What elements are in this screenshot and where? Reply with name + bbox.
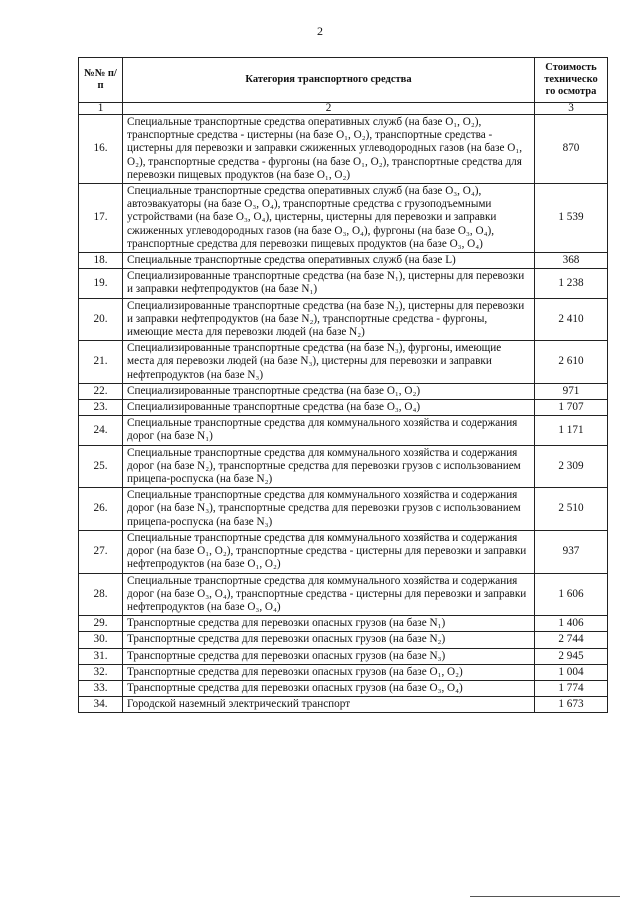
row-number: 33. (79, 680, 123, 696)
table-row (79, 184, 608, 253)
table-row (79, 530, 608, 573)
row-number: 23. (79, 400, 123, 416)
row-number: 28. (79, 573, 123, 616)
row-number: 29. (79, 616, 123, 632)
row-description: Транспортные средства для перевозки опасных грузов (на базе N₃) (123, 648, 535, 664)
row-cost: 2 410 (535, 298, 608, 341)
row-cost: 1 171 (535, 416, 608, 445)
header-category: Категория транспортного средства (123, 58, 535, 103)
row-description: Специализированные транспортные средства (на базе N₁), цистерны для перевозки и заправки нефтепродуктов (на базе N₁) (123, 269, 535, 298)
table-row (79, 648, 608, 664)
row-number: 27. (79, 530, 123, 573)
row-description: Специальные транспортные средства для коммунального хозяйства и содержания дорог (на базе N₃), транспортные средства для перевозки грузов с использованием прицепа-роспуска (на базе N₃) (123, 488, 535, 531)
row-description: Специализированные транспортные средства (на базе O₃, O₄) (123, 400, 535, 416)
row-number: 16. (79, 115, 123, 184)
row-description: Специальные транспортные средства для коммунального хозяйства и содержания дорог (на базе N₁) (123, 416, 535, 445)
row-number: 34. (79, 697, 123, 713)
row-number: 21. (79, 341, 123, 384)
row-cost: 1 406 (535, 616, 608, 632)
row-cost: 2 945 (535, 648, 608, 664)
row-description: Специализированные транспортные средства (на базе N₃), фургоны, имеющие места для перевозки людей (на базе N₃), цистерны для перевозки и заправки нефтепродуктов (на базе N₃) (123, 341, 535, 384)
header-cost: Стоимость техническо го осмотра (535, 58, 608, 103)
row-description: Специальные транспортные средства оперативных служб (на базе O₁, O₂), транспортные средства - цистерны (на базе O₁, O₂), транспортные средства - цистерны для перевозки и заправки сжиженных углеводородных газов (на базе O₁, O₂), транспортные средства - фургоны (на базе O₁, O₂), транспортные средства для перевозки пищевых продуктов (на базе O₁, O₂) (123, 115, 535, 184)
row-description: Специализированные транспортные средства (на базе O₁, O₂) (123, 383, 535, 399)
table-row (79, 664, 608, 680)
row-cost: 971 (535, 383, 608, 399)
row-description: Транспортные средства для перевозки опасных грузов (на базе N₂) (123, 632, 535, 648)
row-cost: 368 (535, 253, 608, 269)
table-row (79, 680, 608, 696)
row-number: 24. (79, 416, 123, 445)
row-number: 26. (79, 488, 123, 531)
header-row (79, 58, 608, 103)
column-number: 1 (79, 103, 123, 115)
table-row (79, 445, 608, 488)
column-number-row (79, 103, 608, 115)
table-row (79, 573, 608, 616)
header-number: №№ п/п (79, 58, 123, 103)
row-description: Транспортные средства для перевозки опасных грузов (на базе N₁) (123, 616, 535, 632)
footer-rule (470, 896, 620, 897)
row-description: Специальные транспортные средства для коммунального хозяйства и содержания дорог (на базе N₂), транспортные средства для перевозки грузов с использованием прицепа-роспуска (на базе N₂) (123, 445, 535, 488)
table-row (79, 400, 608, 416)
row-number: 22. (79, 383, 123, 399)
table-row (79, 383, 608, 399)
row-cost: 2 309 (535, 445, 608, 488)
row-number: 32. (79, 664, 123, 680)
column-number: 2 (123, 103, 535, 115)
inspection-cost-table (78, 57, 608, 713)
row-cost: 937 (535, 530, 608, 573)
row-number: 19. (79, 269, 123, 298)
column-number: 3 (535, 103, 608, 115)
row-description: Транспортные средства для перевозки опасных грузов (на базе O₃, O₄) (123, 680, 535, 696)
row-description: Специальные транспортные средства для коммунального хозяйства и содержания дорог (на базе O₃, O₄), транспортные средства - цистерны для перевозки и заправки нефтепродуктов (на базе O₃, O₄) (123, 573, 535, 616)
row-cost: 1 707 (535, 400, 608, 416)
table-row (79, 616, 608, 632)
row-cost: 2 744 (535, 632, 608, 648)
row-cost: 1 606 (535, 573, 608, 616)
row-cost: 870 (535, 115, 608, 184)
table-row (79, 115, 608, 184)
row-description: Городской наземный электрический транспорт (123, 697, 535, 713)
table-row (79, 341, 608, 384)
row-cost: 1 004 (535, 664, 608, 680)
table-row (79, 416, 608, 445)
table-row (79, 253, 608, 269)
row-cost: 2 610 (535, 341, 608, 384)
row-description: Специализированные транспортные средства (на базе N₂), цистерны для перевозки и заправки нефтепродуктов (на базе N₂), транспортные средства - фургоны, имеющие места для перевозки людей (на базе N₂) (123, 298, 535, 341)
table-row (79, 488, 608, 531)
table-row (79, 269, 608, 298)
table-row (79, 632, 608, 648)
row-description: Специальные транспортные средства для коммунального хозяйства и содержания дорог (на базе O₁, O₂), транспортные средства - цистерны для перевозки и заправки нефтепродуктов (на базе O₁, O₂) (123, 530, 535, 573)
row-description: Транспортные средства для перевозки опасных грузов (на базе O₁, O₂) (123, 664, 535, 680)
table-row (79, 298, 608, 341)
row-number: 17. (79, 184, 123, 253)
row-number: 18. (79, 253, 123, 269)
row-cost: 2 510 (535, 488, 608, 531)
row-description: Специальные транспортные средства оперативных служб (на базе L) (123, 253, 535, 269)
page-number: 2 (317, 24, 323, 38)
table-row (79, 697, 608, 713)
row-cost: 1 673 (535, 697, 608, 713)
row-cost: 1 238 (535, 269, 608, 298)
row-cost: 1 774 (535, 680, 608, 696)
row-cost: 1 539 (535, 184, 608, 253)
row-number: 31. (79, 648, 123, 664)
row-description: Специальные транспортные средства оперативных служб (на базе O₃, O₄), автоэвакуаторы (на базе O₃, O₄), транспортные средства с грузоподъемными устройствами (на базе O₃, O₄), цистерны, цистерны для перевозки и заправки сжиженных углеводородных газов (на базе O₃, O₄), фургоны (на базе O₃, O₄), транспортные средства для перевозки пищевых продуктов (на базе O₃, O₄) (123, 184, 535, 253)
row-number: 25. (79, 445, 123, 488)
row-number: 20. (79, 298, 123, 341)
row-number: 30. (79, 632, 123, 648)
